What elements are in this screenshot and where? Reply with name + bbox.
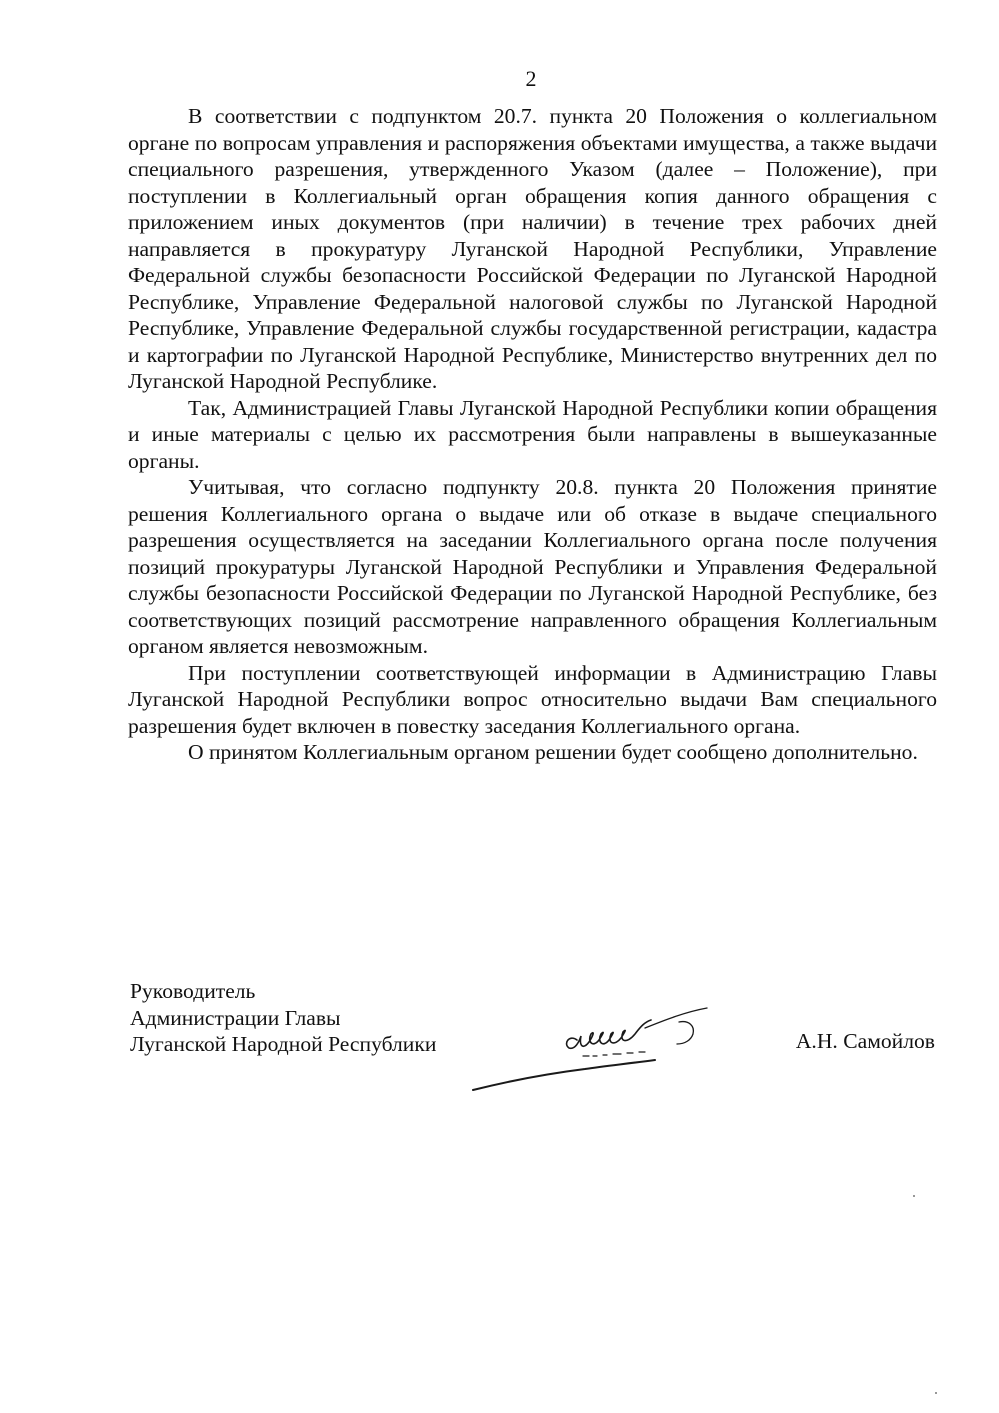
signature-stroke-right [677,1022,693,1044]
paragraph-3: Учитывая, что согласно подпункту 20.8. пункта 20 Положения принятие решения Коллегиального органа о выдаче или об отказе в выдаче специального разрешения осуществляется на заседании Коллегиального органа после получения позиций прокуратуры Луганской Народной Республики и Управления Федеральной службы безопасности Российской Федерации по Луганской Народной Республике, без соответствующих позиций рассмотрение направленного обращения Коллегиальным органом является невозможным. [128,475,937,658]
letter-body [128,103,937,766]
handwritten-signature [465,1000,725,1100]
scan-speck [913,1195,915,1197]
signature-stroke-loops [567,1020,651,1048]
signatory-title-line-1: Руководитель [130,979,256,1003]
signatory-name: А.Н. Самойлов [795,1029,935,1053]
signatory-title-line-3: Луганской Народной Республики [130,1032,437,1056]
paragraph-2: Так, Администрацией Главы Луганской Народной Республики копии обращения и иные материалы с целью их рассмотрения были направлены в вышеуказанные органы. [128,395,937,473]
signature-stroke-dotted [583,1052,645,1056]
scan-speck [935,1392,937,1394]
page-number: 2 [525,66,537,91]
paragraph-5: О принятом Коллегиальным органом решении будет сообщено дополнительно. [188,740,918,764]
signature-stroke-underline [473,1060,655,1090]
paragraph-4: При поступлении соответствующей информации в Администрацию Главы Луганской Народной Республики вопрос относительно выдачи Вам специального разрешения будет включен в повестку заседания Коллегиального органа. [128,660,937,738]
signatory-title-line-2: Администрации Главы [130,1005,341,1030]
signature-stroke-upper [645,1008,707,1028]
signatory-title [130,978,436,1058]
paragraph-1: В соответствии с подпунктом 20.7. пункта 20 Положения о коллегиальном органе по вопросам управления и распоряжения объектами имущества, а также выдачи специального разрешения, утвержденного Указом (далее – Положение), при поступлении в Коллегиальный орган обращения копия данного обращения с приложением иных документов (при наличии) в течение трех рабочих дней направляется в прокуратуру Луганской Народной Республики, Управление Федеральной службы безопасности Российской Федерации по Луганской Народной Республике, Управление Федеральной налоговой службы по Луганской Народной Республике, Управление Федеральной службы государственной регистрации, кадастра и картографии по Луганской Народной Республике, Министерство внутренних дел по Луганской Народной Республике. [128,104,937,393]
